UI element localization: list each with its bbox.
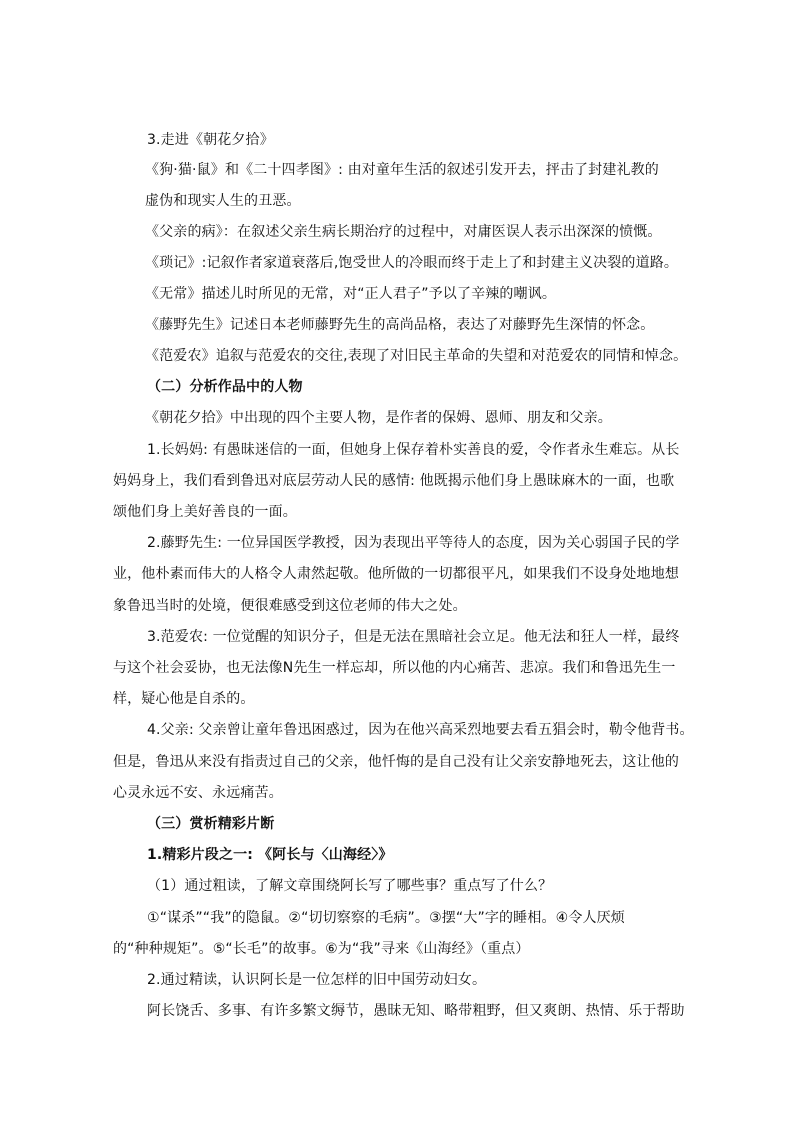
- text-line: ①“谋杀”“我”的隐鼠。②“切切察察的毛病”。③摆“大”字的睡相。④令人厌烦: [147, 910, 625, 926]
- text-line: 《狗·猫·鼠》和《二十四孝图》: 由对童年生活的叙述引发开去，抨击了封建礼教的: [145, 162, 659, 178]
- text-line: 2.通过精读，认识阿长是一位怎样的旧中国劳动妇女。: [147, 972, 487, 988]
- text-line: 3.范爱农: 一位觉醒的知识分子，但是无法在黑暗社会立足。他无法和狂人一样，最终: [147, 629, 680, 645]
- text-line: 妈妈身上，我们看到鲁迅对底层劳动人民的感情: 他既揭示他们身上愚昧麻木的一面，也歌: [113, 473, 675, 489]
- text-line: 业，他朴素而伟大的人格令人肃然起敬。他所做的一切都很平凡，如果我们不设身处地地想: [113, 566, 679, 582]
- text-line: 颂他们身上美好善良的一面。: [113, 504, 297, 520]
- text-line: 《父亲的病》：在叙述父亲生病长期治疗的过程中，对庸医误人表示出深深的愤慨。: [145, 224, 662, 240]
- text-line: 阿长饶舌、多事、有许多繁文缛节，愚昧无知、略带粗野，但又爽朗、热情、乐于帮助: [147, 1003, 685, 1019]
- text-line: （1）通过粗读，了解文章围绕阿长写了哪些事？重点写了什么？: [147, 878, 553, 894]
- text-line: 《藤野先生》记述日本老师藤野先生的高尚品格，表达了对藤野先生深情的怀念。: [145, 317, 655, 333]
- subsection-heading: 1.精彩片段之一: 《阿长与〈山海经〉》: [147, 847, 393, 863]
- section-heading: （二）分析作品中的人物: [147, 379, 303, 395]
- text-line: 《范爱农》追叙与范爱农的交往,表现了对旧民主革命的失望和对范爱农的同情和悼念。: [145, 348, 688, 364]
- text-line: 心灵永远不安、永远痛苦。: [113, 785, 283, 801]
- text-line: 《琐记》:记叙作者家道衰落后,饱受世人的冷眼而终于走上了和封建主义决裂的道路。: [145, 255, 679, 271]
- text-line: 虚伪和现实人生的丑恶。: [145, 193, 301, 209]
- text-line: 象鲁迅当时的处境，便很难感受到这位老师的伟大之处。: [113, 598, 467, 614]
- section-heading: （三）赏析精彩片断: [147, 816, 275, 832]
- text-line: 1.长妈妈: 有愚昧迷信的一面，但她身上保存着朴实善良的爱，令作者永生难忘。从长: [147, 442, 680, 458]
- text-line: 的“种种规矩”。⑤“长毛”的故事。⑥为“我”寻来《山海经》（重点）: [113, 941, 530, 957]
- section-heading: 3.走进《朝花夕拾》: [147, 132, 274, 148]
- text-line: 与这个社会妥协，也无法像N先生一样忘却，所以他的内心痛苦、悲凉。我们和鲁迅先生一: [113, 660, 676, 676]
- text-line: 2.藤野先生: 一位异国医学教授，因为表现出平等待人的态度，因为关心弱国子民的学: [147, 535, 680, 551]
- text-line: 4.父亲: 父亲曾让童年鲁迅困惑过，因为在他兴高采烈地要去看五猖会时，勒令他背书。: [147, 722, 694, 738]
- text-line: 《无常》描述儿时所见的无常，对“正人君子”予以了辛辣的嘲讽。: [145, 286, 557, 302]
- text-line: 《朝花夕拾》中出现的四个主要人物，是作者的保姆、恩师、朋友和父亲。: [145, 410, 612, 426]
- text-line: 但是，鲁迅从来没有指责过自己的父亲，他忏悔的是自己没有让父亲安静地死去，这让他的: [113, 754, 679, 770]
- text-line: 样，疑心他是自杀的。: [113, 691, 255, 707]
